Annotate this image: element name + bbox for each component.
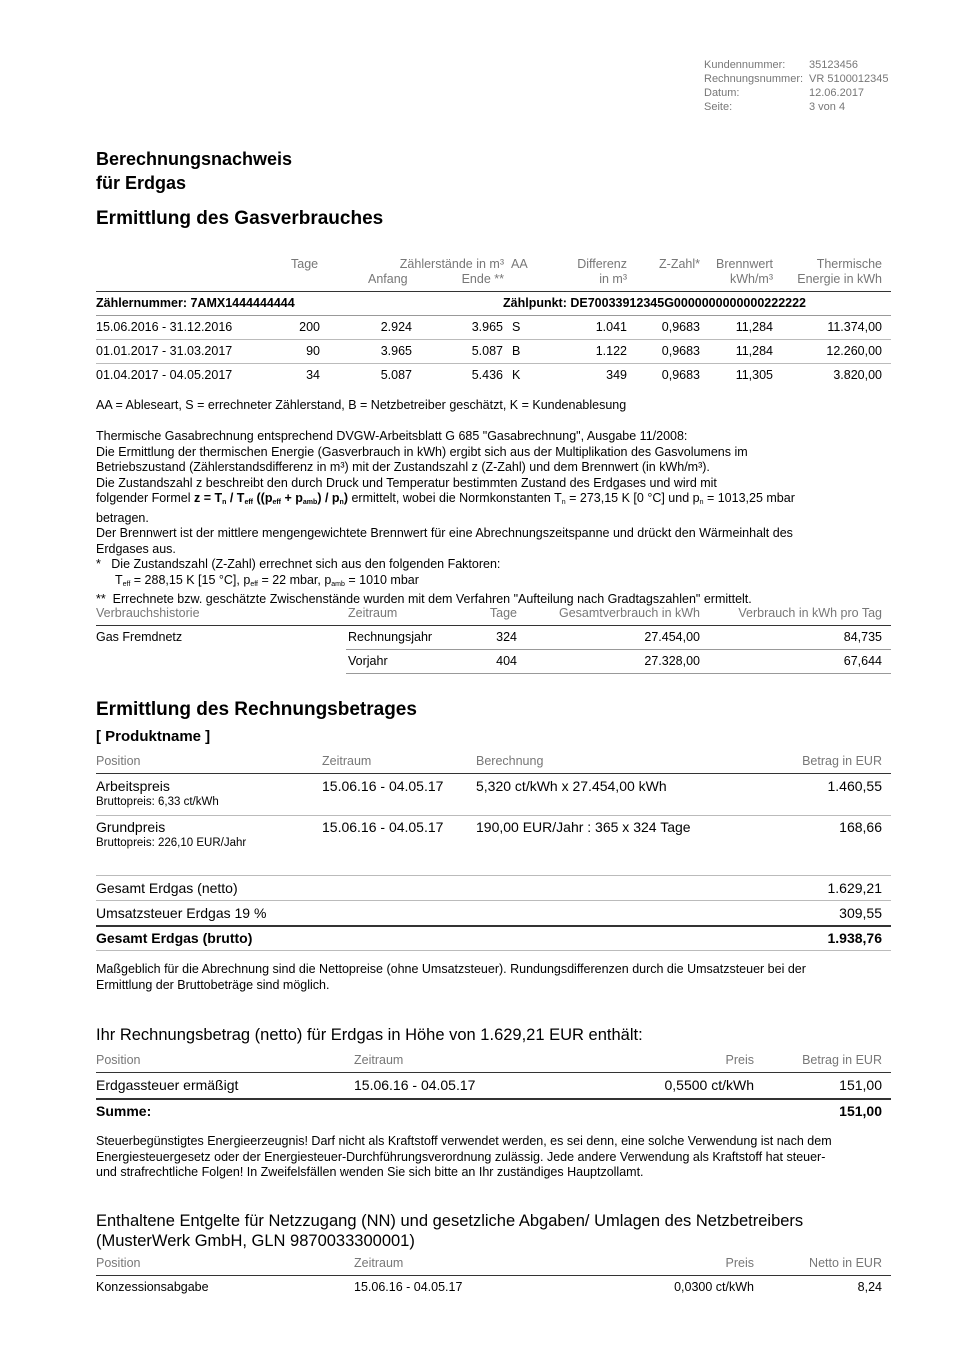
col-thermisch-unit: Energie in kWh [797, 272, 882, 286]
meta-key: Kundennummer: [704, 59, 786, 71]
formula-text: / T [226, 491, 245, 505]
col-tage-header: Tage [291, 257, 319, 271]
cell-thermisch: 11.374,00 [827, 320, 882, 334]
divider [96, 900, 891, 901]
fees-col-zeitraum: Zeitraum [354, 1256, 404, 1270]
tax-zeitraum: 15.06.16 - 04.05.17 [354, 1077, 476, 1093]
cell-tage: 90 [306, 344, 320, 358]
cell-aa: K [512, 368, 521, 382]
calc-zeitraum: 15.06.16 - 04.05.17 [322, 778, 444, 794]
history-name: Gas Fremdnetz [96, 630, 183, 644]
col-anfang-header: Anfang [368, 272, 408, 286]
history-col-tage: Tage [489, 606, 517, 620]
cell-ende: 3.965 [471, 320, 503, 334]
formula-text: = 1013,25 mbar [703, 491, 795, 505]
tax-summe-value: 151,00 [839, 1103, 882, 1119]
cell-aa: S [512, 320, 521, 334]
section-steuer-heading: Ihr Rechnungsbetrag (netto) für Erdgas in Höhe von 1.629,21 EUR enthält: [96, 1026, 643, 1044]
formula-subscript: n [699, 499, 704, 506]
cell-ende: 5.087 [471, 344, 503, 358]
cell-differenz: 349 [606, 368, 627, 382]
calc-position: Arbeitspreis [96, 778, 170, 794]
produktname: [ Produktname ] [96, 728, 211, 745]
factor-subscript: eff [250, 580, 258, 588]
ust-value: 309,55 [839, 905, 882, 921]
cell-anfang: 3.965 [380, 344, 412, 358]
cell-zeitraum: 01.01.2017 - 31.03.2017 [96, 344, 233, 358]
divider [96, 773, 891, 774]
netto-note [96, 962, 896, 993]
factor-subscript: eff [122, 580, 131, 588]
fees-netto: 8,24 [857, 1280, 882, 1294]
formula-subscript: eff [244, 499, 254, 506]
tax-position: Erdgassteuer ermäßigt [96, 1077, 239, 1093]
divider [346, 673, 891, 674]
tax-betrag: 151,00 [839, 1077, 882, 1093]
cell-anfang: 2.924 [380, 320, 412, 334]
note-line: Energiesteuergesetz oder der Energiesteuer-Durchführungsverordnung zulässig. Jede andere Verwendung als Kraftstoff hat steuer- [96, 1149, 826, 1164]
col-zaehlerstaende-header: Zählerstände in m³ [399, 257, 504, 271]
heading-line: (MusterWerk GmbH, GLN 9870033300001) [96, 1232, 415, 1250]
title-line-1: Berechnungsnachweis [96, 149, 293, 169]
explanation-text [96, 429, 896, 608]
tax-col-position: Position [96, 1053, 141, 1067]
invoice-meta [704, 58, 889, 114]
meta-row [704, 72, 889, 86]
calc-col-zeitraum: Zeitraum [322, 754, 372, 768]
history-gesamt: 27.328,00 [644, 654, 700, 668]
divider [96, 1072, 891, 1073]
cell-brennwert: 11,284 [735, 344, 773, 358]
divider [96, 315, 891, 316]
calc-zeitraum: 15.06.16 - 04.05.17 [322, 819, 444, 835]
cell-zzahl: 0,9683 [661, 320, 700, 334]
tax-preis: 0,5500 ct/kWh [664, 1077, 754, 1093]
tax-summe-label: Summe: [96, 1103, 152, 1119]
section-netzentgelte-heading [96, 1211, 803, 1251]
divider [96, 925, 891, 927]
cell-differenz: 1.122 [595, 344, 627, 358]
zzahl-factors [96, 573, 896, 593]
explanation-line: * Die Zustandszahl (Z-Zahl) errechnet sich aus den folgenden Faktoren: [96, 557, 501, 571]
divider [346, 649, 891, 650]
aa-legend: AA = Ableseart, S = errechneter Zählerstand, B = Netzbetreiber geschätzt, K = Kundenablesung [96, 398, 627, 412]
factor-text: T [115, 572, 123, 587]
page-title [96, 147, 292, 195]
note-line: Maßgeblich für die Abrechnung sind die Nettopreise (ohne Umsatzsteuer). Rundungsdifferenzen durch die Umsatzsteuer bei der [96, 962, 806, 976]
fees-col-preis: Preis [725, 1256, 754, 1270]
history-protag: 84,735 [843, 630, 882, 644]
cell-thermisch: 12.260,00 [826, 344, 882, 358]
history-tage: 324 [496, 630, 517, 644]
factor-text: = 288,15 K [15 °C], p [130, 572, 251, 587]
calc-betrag: 168,66 [839, 819, 882, 835]
total-brutto-label: Gesamt Erdgas (brutto) [96, 930, 253, 946]
meta-row [704, 86, 889, 100]
calc-col-position: Position [96, 754, 141, 768]
meta-value: 35123456 [809, 59, 858, 71]
cell-anfang: 5.087 [380, 368, 412, 382]
history-col-zeitraum: Zeitraum [348, 606, 398, 620]
divider [96, 339, 891, 340]
calc-position: Grundpreis [96, 819, 166, 835]
col-ende-header: Ende ** [461, 272, 504, 286]
factor-text: = 1010 mbar [344, 572, 419, 587]
cell-brennwert: 11,305 [735, 368, 773, 382]
col-brennwert-unit: kWh/m³ [729, 272, 773, 286]
meta-value: 12.06.2017 [809, 87, 865, 99]
fees-col-position: Position [96, 1256, 141, 1270]
divider [96, 875, 891, 876]
cell-aa: B [512, 344, 521, 358]
history-zeitraum: Vorjahr [348, 654, 388, 668]
explanation-line: Betriebszustand (Zählerstandsdifferenz in m³) mit der Zustandszahl z (Z-Zahl) und dem Brennwert (in kWh/m³). [96, 460, 710, 474]
formula-text: + p [281, 491, 303, 505]
meta-key: Datum: [704, 87, 740, 99]
meta-value: VR 5100012345 [809, 73, 889, 85]
fees-zeitraum: 15.06.16 - 04.05.17 [354, 1280, 463, 1294]
history-col-protag: Verbrauch in kWh pro Tag [738, 606, 882, 620]
formula-subscript: amb [302, 499, 318, 506]
meta-key: Seite: [704, 101, 733, 113]
history-tage: 404 [496, 654, 517, 668]
note-line: Steuerbegünstigtes Energieerzeugnis! Darf nicht als Kraftstoff verwendet werden, es sei denn, eine solche Verwendung ist nach dem [96, 1134, 832, 1148]
cell-zeitraum: 15.06.2016 - 31.12.2016 [96, 320, 233, 334]
divider [96, 1098, 891, 1100]
calc-betrag: 1.460,55 [827, 778, 882, 794]
col-differenz-header: Differenz [577, 257, 627, 271]
formula-subscript: n [222, 499, 227, 506]
formula-text: ) [343, 491, 348, 505]
cell-tage: 200 [299, 320, 320, 334]
calc-berechnung: 5,320 ct/kWh x 27.454,00 kWh [476, 778, 667, 794]
formula-text: z = T [193, 491, 223, 505]
divider [96, 950, 891, 951]
section-rechnungsbetrag-heading: Ermittlung des Rechnungsbetrages [96, 699, 417, 720]
divider [96, 291, 891, 292]
heading-line: Enthaltene Entgelte für Netzzugang (NN) und gesetzliche Abgaben/ Umlagen des Netzbetreibers [96, 1212, 804, 1230]
formula-text: folgender Formel [96, 491, 194, 505]
tax-col-betrag: Betrag in EUR [802, 1053, 882, 1067]
explanation-line: Die Ermittlung der thermischen Energie (Gasverbrauch in kWh) ergibt sich aus der Multiplikation des Gasvolumens im [96, 444, 748, 459]
col-zzahl-header: Z-Zahl* [659, 257, 700, 271]
meta-row [704, 58, 889, 72]
cell-ende: 5.436 [471, 368, 503, 382]
cell-brennwert: 11,284 [735, 320, 773, 334]
explanation-line: betragen. [96, 510, 149, 525]
calc-berechnung: 190,00 EUR/Jahr : 365 x 324 Tage [476, 819, 691, 835]
total-brutto-value: 1.938,76 [827, 930, 882, 946]
cell-zzahl: 0,9683 [661, 344, 700, 358]
formula-line [96, 491, 896, 511]
calc-bruttopreis: Bruttopreis: 226,10 EUR/Jahr [96, 837, 247, 849]
formula-subscript: eff [272, 499, 282, 506]
calc-bruttopreis: Bruttopreis: 6,33 ct/kWh [96, 796, 219, 808]
divider [96, 363, 891, 364]
meta-row [704, 100, 889, 114]
formula-subscript: n [561, 499, 566, 506]
meta-value: 3 von 4 [809, 101, 846, 113]
divider [96, 625, 891, 626]
divider [96, 815, 891, 816]
explanation-line: Die Zustandszahl z beschreibt den durch Druck und Temperatur bestimmten Zustand des Erdgases und wird mit [96, 475, 717, 490]
explanation-line: ** Errechnete bzw. geschätzte Zwischenstände wurden mit dem Verfahren "Aufteilung nach Gradtagszahlen" ermittelt. [96, 592, 752, 606]
cell-differenz: 1.041 [595, 320, 627, 334]
formula-subscript: n [339, 499, 344, 506]
note-line: Ermittlung der Bruttobeträge sind möglich. [96, 977, 330, 992]
cell-zeitraum: 01.04.2017 - 04.05.2017 [96, 368, 233, 382]
col-differenz-unit: in m³ [599, 272, 627, 286]
tax-note [96, 1134, 896, 1181]
history-gesamt: 27.454,00 [644, 630, 700, 644]
explanation-line: Thermische Gasabrechnung entsprechend DVGW-Arbeitsblatt G 685 "Gasabrechnung", Ausgabe 11/2008: [96, 429, 688, 443]
fees-preis: 0,0300 ct/kWh [674, 1280, 754, 1294]
zaehlpunkt: Zählpunkt: DE70033912345G0000000000000222222 [503, 296, 806, 310]
cell-thermisch: 3.820,00 [833, 368, 882, 382]
section-gasverbrauch-heading: Ermittlung des Gasverbrauches [96, 208, 384, 229]
zaehlernummer: Zählernummer: 7AMX1444444444 [96, 296, 295, 310]
tax-col-preis: Preis [725, 1053, 754, 1067]
formula-text: ermittelt, wobei die Normkonstanten T [347, 491, 562, 505]
tax-col-zeitraum: Zeitraum [354, 1053, 404, 1067]
col-brennwert-header: Brennwert [716, 257, 773, 271]
col-aa-header: AA [511, 257, 528, 271]
history-zeitraum: Rechnungsjahr [348, 630, 433, 644]
history-col-gesamt: Gesamtverbrauch in kWh [558, 606, 700, 620]
explanation-line: Der Brennwert ist der mittlere mengengewichtete Brennwert für eine Abrechnungszeitspanne und drückt den Wärmeinhalt des [96, 526, 793, 540]
cell-zzahl: 0,9683 [661, 368, 700, 382]
history-protag: 67,644 [843, 654, 882, 668]
history-col-verbrauch: Verbrauchshistorie [96, 606, 200, 620]
explanation-line: Erdgases aus. [96, 541, 176, 556]
cell-tage: 34 [306, 368, 320, 382]
factor-subscript: amb [331, 580, 345, 588]
total-netto-label: Gesamt Erdgas (netto) [96, 880, 238, 896]
calc-col-berechnung: Berechnung [476, 754, 544, 768]
meta-key: Rechnungsnummer: [704, 73, 804, 85]
formula-text: ((p [253, 491, 273, 505]
total-netto-value: 1.629,21 [827, 880, 882, 896]
factor-text: = 22 mbar, p [257, 572, 332, 587]
formula-text: ) / p [317, 491, 340, 505]
col-thermisch-header: Thermische [816, 257, 882, 271]
formula-text: = 273,15 K [0 °C] und p [565, 491, 700, 505]
fees-position: Konzessionsabgabe [96, 1280, 209, 1294]
title-line-2: für Erdgas [96, 173, 187, 193]
divider [96, 1275, 891, 1276]
note-line: und strafrechtliche Folgen! In Zweifelsfällen wenden Sie sich bitte an Ihr zuständiges Hauptzollamt. [96, 1165, 644, 1179]
fees-col-netto: Netto in EUR [809, 1256, 882, 1270]
ust-label: Umsatzsteuer Erdgas 19 % [96, 905, 267, 921]
calc-col-betrag: Betrag in EUR [802, 754, 882, 768]
